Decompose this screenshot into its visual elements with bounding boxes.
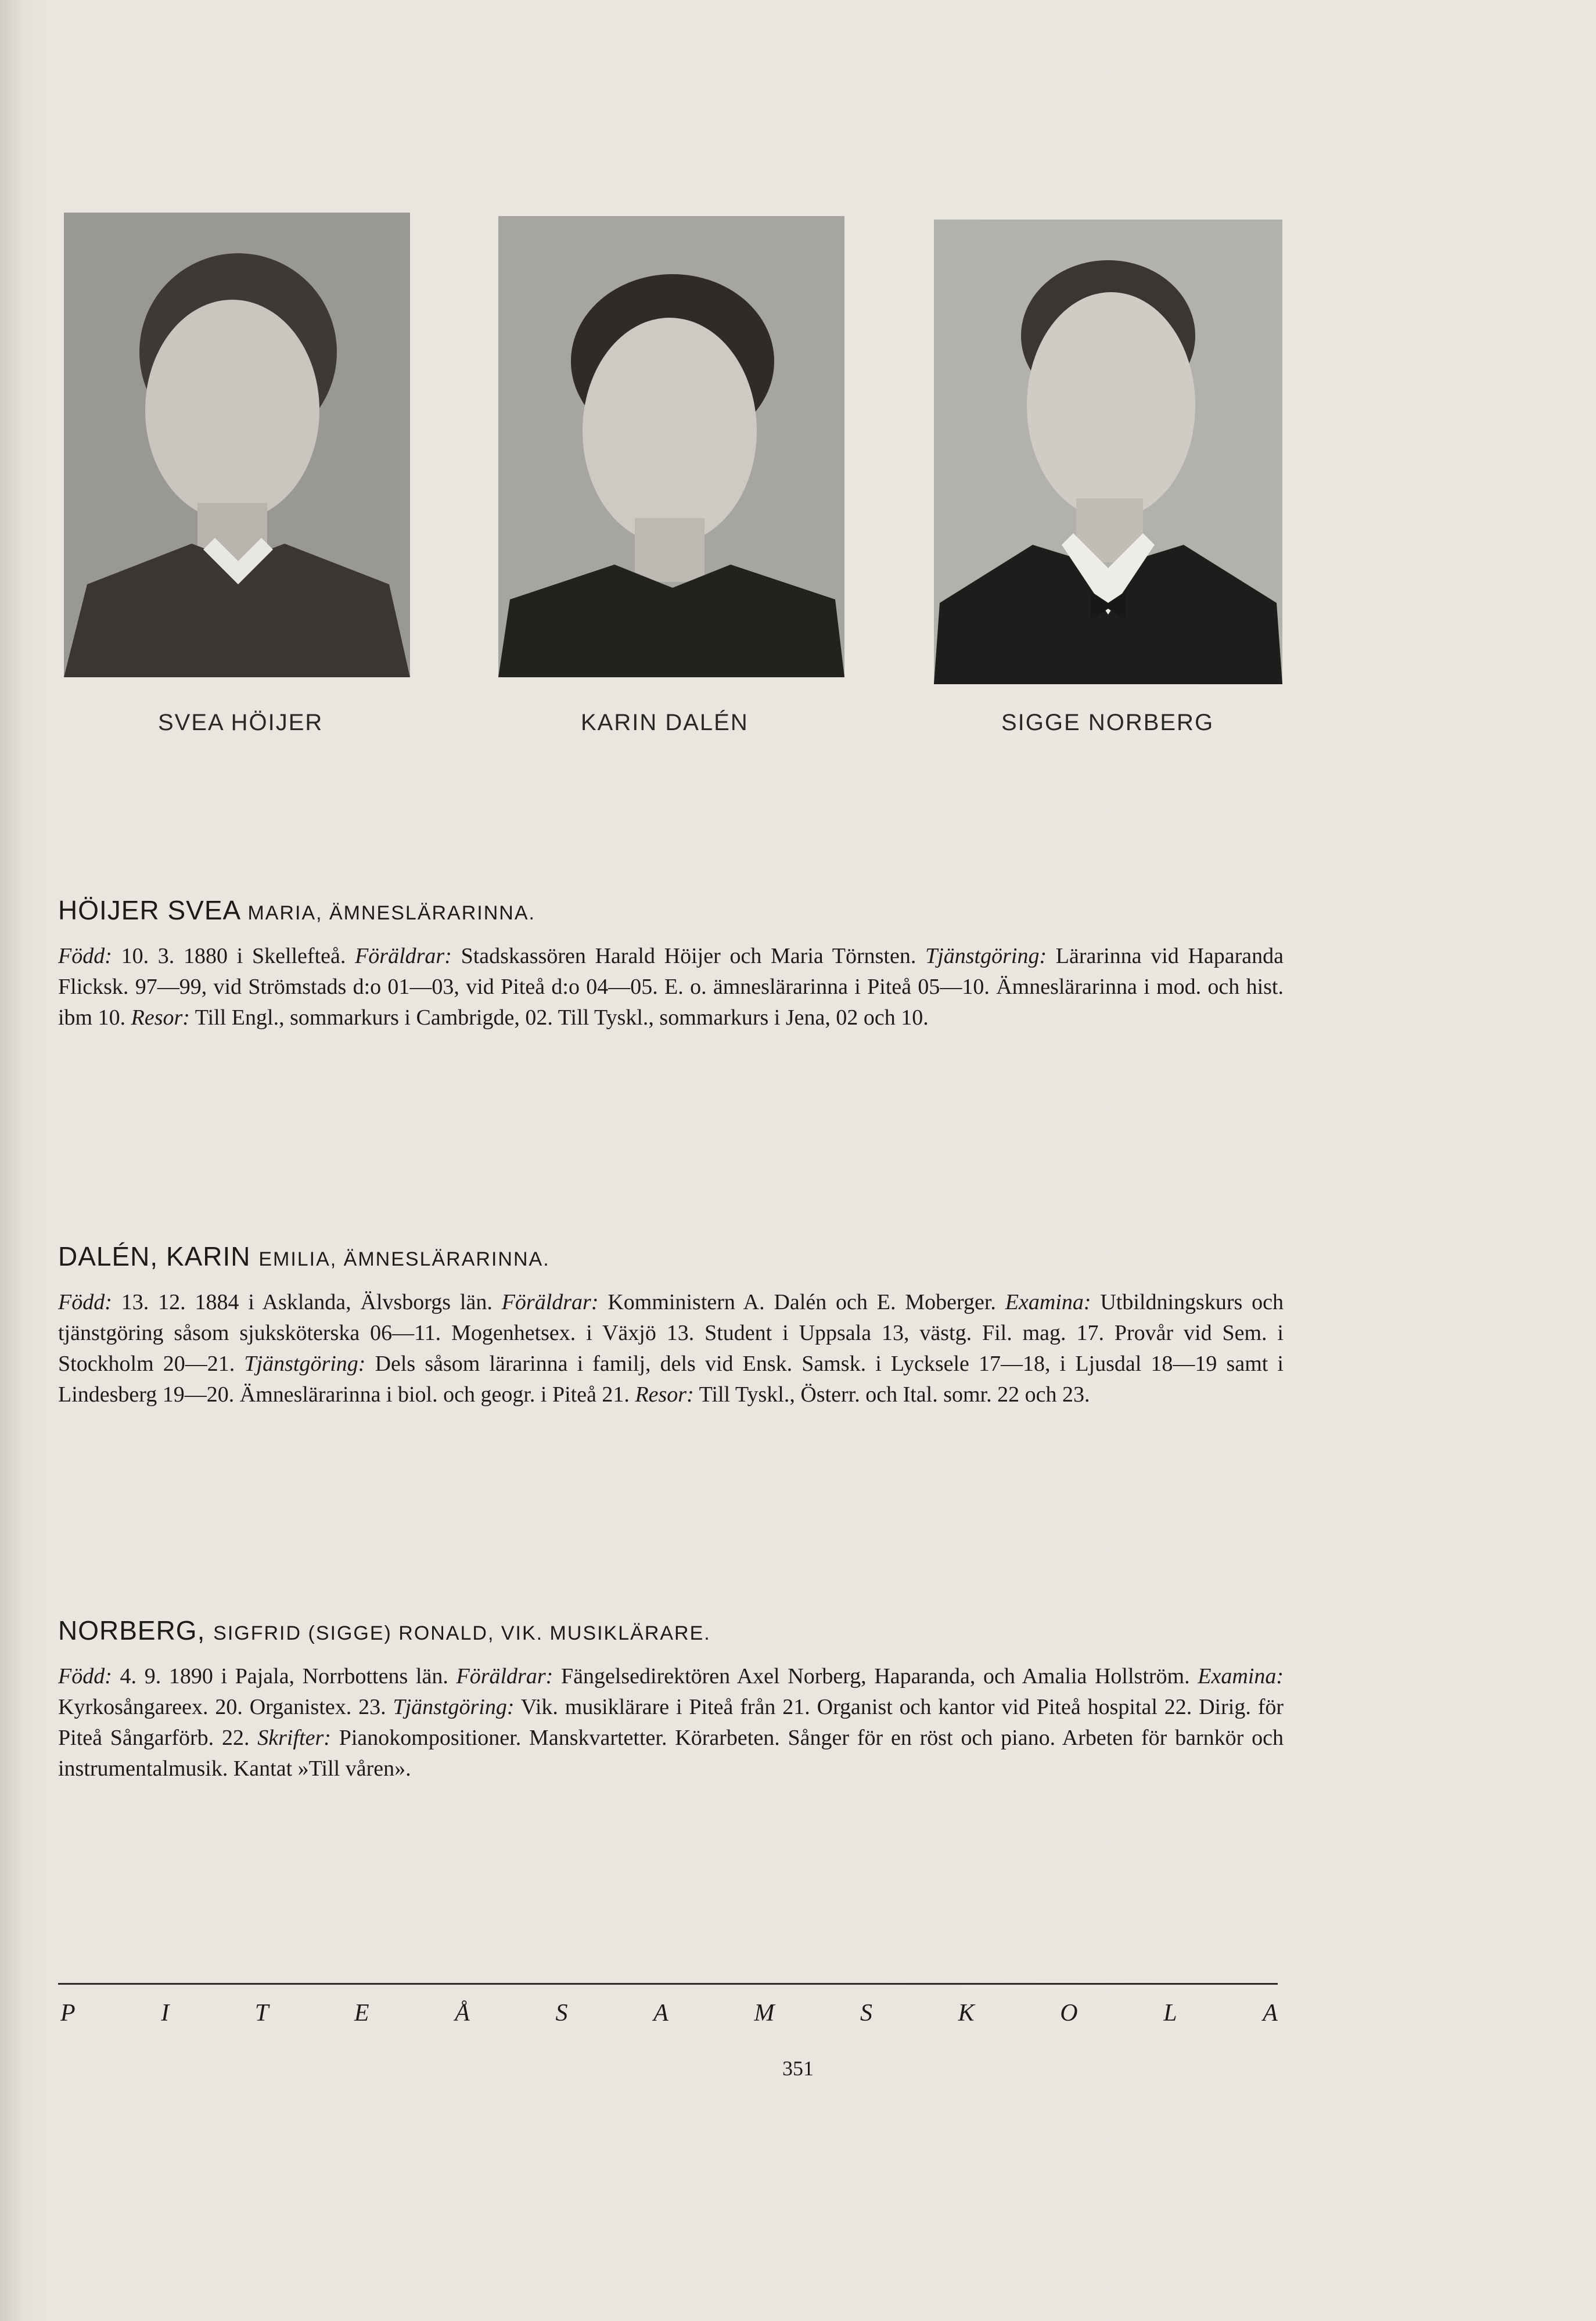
label-foraldrar: Föräldrar: <box>501 1290 599 1314</box>
label-tjanstgoring: Tjänstgöring: <box>244 1352 366 1376</box>
label-resor: Resor: <box>131 1005 190 1030</box>
footer-letter: L <box>1163 2000 1177 2027</box>
entry-text <box>58 1287 1284 1410</box>
entry-text <box>58 1661 1284 1784</box>
footer-rule <box>58 1983 1278 1985</box>
value-tjanstgoring: Vik. musiklärare i Piteå från 21. Organist och kantor vid Piteå hospital 22. Dirig. för Piteå Sångarförb. 22. <box>58 1695 1284 1750</box>
label-examina: Examina: <box>1005 1290 1091 1314</box>
footer-letter: M <box>754 2000 775 2027</box>
label-tjanstgoring: Tjänstgöring: <box>393 1695 515 1719</box>
label-examina: Examina: <box>1198 1664 1284 1688</box>
label-foraldrar: Föräldrar: <box>456 1664 553 1688</box>
label-fodd: Född: <box>58 1290 112 1314</box>
biography-entry-hoijer <box>58 894 1284 1033</box>
footer-letter: P <box>60 2000 76 2027</box>
value-fodd: 4. 9. 1890 i Pajala, Norrbottens län. <box>112 1664 456 1688</box>
entry-surname: HÖIJER SVEA <box>58 895 240 925</box>
value-fodd: 13. 12. 1884 i Asklanda, Älvsborgs län. <box>112 1290 502 1314</box>
footer-letter: T <box>254 2000 269 2027</box>
value-tjanstgoring: Lärarinna vid Haparanda Flicksk. 97—99, vid Strömstads d:o 01—03, vid Piteå d:o 04—05. E. o. ämneslärarinna i Piteå 05—10. Ämneslärarinna i mod. och hist. ibm 10. <box>58 944 1284 1030</box>
value-foraldrar: Stadskassören Harald Höijer och Maria Törnsten. <box>451 944 926 968</box>
value-resor: Till Tyskl., Österr. och Ital. somr. 22 och 23. <box>693 1382 1090 1407</box>
footer-letter: A <box>1263 2000 1278 2027</box>
footer-letter: K <box>958 2000 975 2027</box>
footer-letter: A <box>653 2000 668 2027</box>
entry-title: MARIA, ÄMNESLÄRARINNA. <box>247 902 535 924</box>
value-foraldrar: Fängelsedirektören Axel Norberg, Haparanda, och Amalia Hollström. <box>553 1664 1198 1688</box>
entry-surname: DALÉN, KARIN <box>58 1241 251 1271</box>
portrait-caption-3: SIGGE NORBERG <box>1001 710 1214 735</box>
biography-entry-dalen <box>58 1241 1284 1410</box>
portrait-photo-karin-dalen <box>498 216 844 677</box>
footer-letter: E <box>354 2000 369 2027</box>
entry-heading <box>58 1241 1284 1272</box>
value-examina: Kyrkosångareex. 20. Organistex. 23. <box>58 1695 393 1719</box>
label-foraldrar: Föräldrar: <box>355 944 452 968</box>
entry-text <box>58 941 1284 1033</box>
portrait-photo-sigge-norberg <box>934 220 1282 684</box>
label-fodd: Född: <box>58 1664 112 1688</box>
value-foraldrar: Komministern A. Dalén och E. Moberger. <box>598 1290 1005 1314</box>
label-fodd: Född: <box>58 944 112 968</box>
label-skrifter: Skrifter: <box>257 1726 331 1750</box>
entry-surname: NORBERG, <box>58 1615 206 1645</box>
value-skrifter: Pianokompositioner. Manskvartetter. Körarbeten. Sånger för en röst och piano. Arbeten för barnkör och instrumentalmusik. Kantat »Till våren». <box>58 1726 1284 1781</box>
value-resor: Till Engl., sommarkurs i Cambrigde, 02. Till Tyskl., sommarkurs i Jena, 02 och 10. <box>189 1005 929 1030</box>
footer-letter: S <box>555 2000 568 2027</box>
value-fodd: 10. 3. 1880 i Skellefteå. <box>112 944 355 968</box>
footer-letter: S <box>860 2000 872 2027</box>
biography-entry-norberg <box>58 1615 1284 1784</box>
footer-title <box>60 1999 1278 2027</box>
entry-heading <box>58 894 1284 926</box>
entry-heading <box>58 1615 1284 1646</box>
portrait-caption-2: KARIN DALÉN <box>581 710 749 735</box>
label-tjanstgoring: Tjänstgöring: <box>925 944 1047 968</box>
page-number: 351 <box>782 2057 814 2080</box>
portrait-caption-1: SVEA HÖIJER <box>158 710 323 735</box>
entry-title: EMILIA, ÄMNESLÄRARINNA. <box>258 1248 550 1270</box>
portrait-photo-svea-hoijer <box>64 213 410 677</box>
footer-letter: I <box>161 2000 170 2027</box>
value-examina: Utbildningskurs och tjänstgöring såsom sjuksköterska 06—11. Mogenhetsex. i Växjö 13. Student i Uppsala 13, västg. Fil. mag. 17. Provår vid Sem. i Stockholm 20—21. <box>58 1290 1284 1376</box>
entry-title: SIGFRID (SIGGE) RONALD, VIK. MUSIKLÄRARE. <box>213 1622 711 1644</box>
label-resor: Resor: <box>635 1382 694 1407</box>
footer-letter: O <box>1060 2000 1078 2027</box>
value-tjanstgoring: Dels såsom lärarinna i familj, dels vid Ensk. Samsk. i Lycksele 17—18, i Ljusdal 18—19 samt i Lindesberg 19—20. Ämneslärarinna i biol. och geogr. i Piteå 21. <box>58 1352 1284 1407</box>
footer-letter: Å <box>455 2000 470 2027</box>
